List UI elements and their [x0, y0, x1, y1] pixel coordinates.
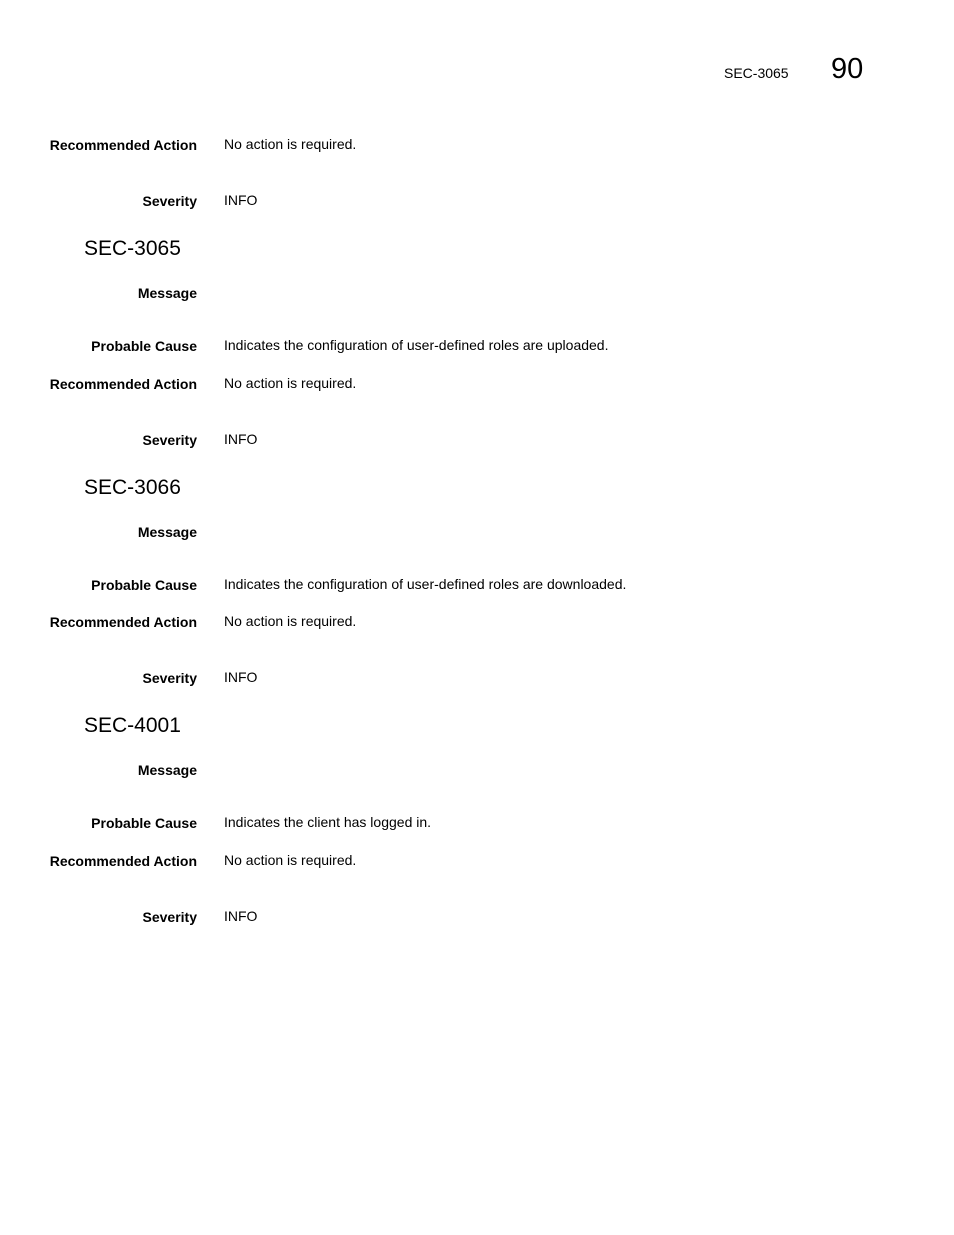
- probable-cause-label: Probable Cause: [91, 338, 197, 354]
- label-text: Recommended Action: [49, 376, 197, 392]
- entry-heading: SEC-3065: [84, 237, 181, 260]
- probable-cause-label: Probable Cause: [91, 815, 197, 831]
- running-head: SEC-3065: [724, 65, 789, 81]
- message-label: Message: [137, 524, 197, 540]
- severity-value: INFO: [224, 431, 258, 447]
- label-text: Recommended Action: [49, 853, 197, 869]
- entry-heading: SEC-4001: [84, 714, 181, 737]
- recommended-action-label: [40, 375, 197, 394]
- severity-label: Severity: [142, 432, 197, 448]
- severity-label: Severity: [142, 909, 197, 925]
- recommended-action-label: [40, 852, 197, 871]
- severity-label: Severity: [142, 193, 197, 209]
- probable-cause-value: Indicates the configuration of user-defined roles are uploaded.: [224, 337, 609, 353]
- recommended-action-value: No action is required.: [224, 613, 357, 629]
- probable-cause-label: Probable Cause: [91, 577, 197, 593]
- recommended-action-label: [40, 613, 197, 632]
- recommended-action-value: No action is required.: [224, 375, 357, 391]
- label-text: Recommended Action: [49, 137, 197, 153]
- recommended-action-label: [40, 136, 197, 155]
- probable-cause-value: Indicates the configuration of user-defined roles are downloaded.: [224, 576, 627, 592]
- recommended-action-value: No action is required.: [224, 852, 357, 868]
- severity-label: Severity: [142, 670, 197, 686]
- entry-heading: SEC-3066: [84, 476, 181, 499]
- severity-value: INFO: [224, 908, 258, 924]
- message-label: Message: [137, 762, 197, 778]
- probable-cause-value: Indicates the client has logged in.: [224, 814, 432, 830]
- label-text: Recommended Action: [49, 614, 197, 630]
- severity-value: INFO: [224, 669, 258, 685]
- recommended-action-value: No action is required.: [224, 136, 357, 152]
- severity-value: INFO: [224, 192, 258, 208]
- chapter-number: 90: [831, 53, 864, 85]
- message-label: Message: [137, 285, 197, 301]
